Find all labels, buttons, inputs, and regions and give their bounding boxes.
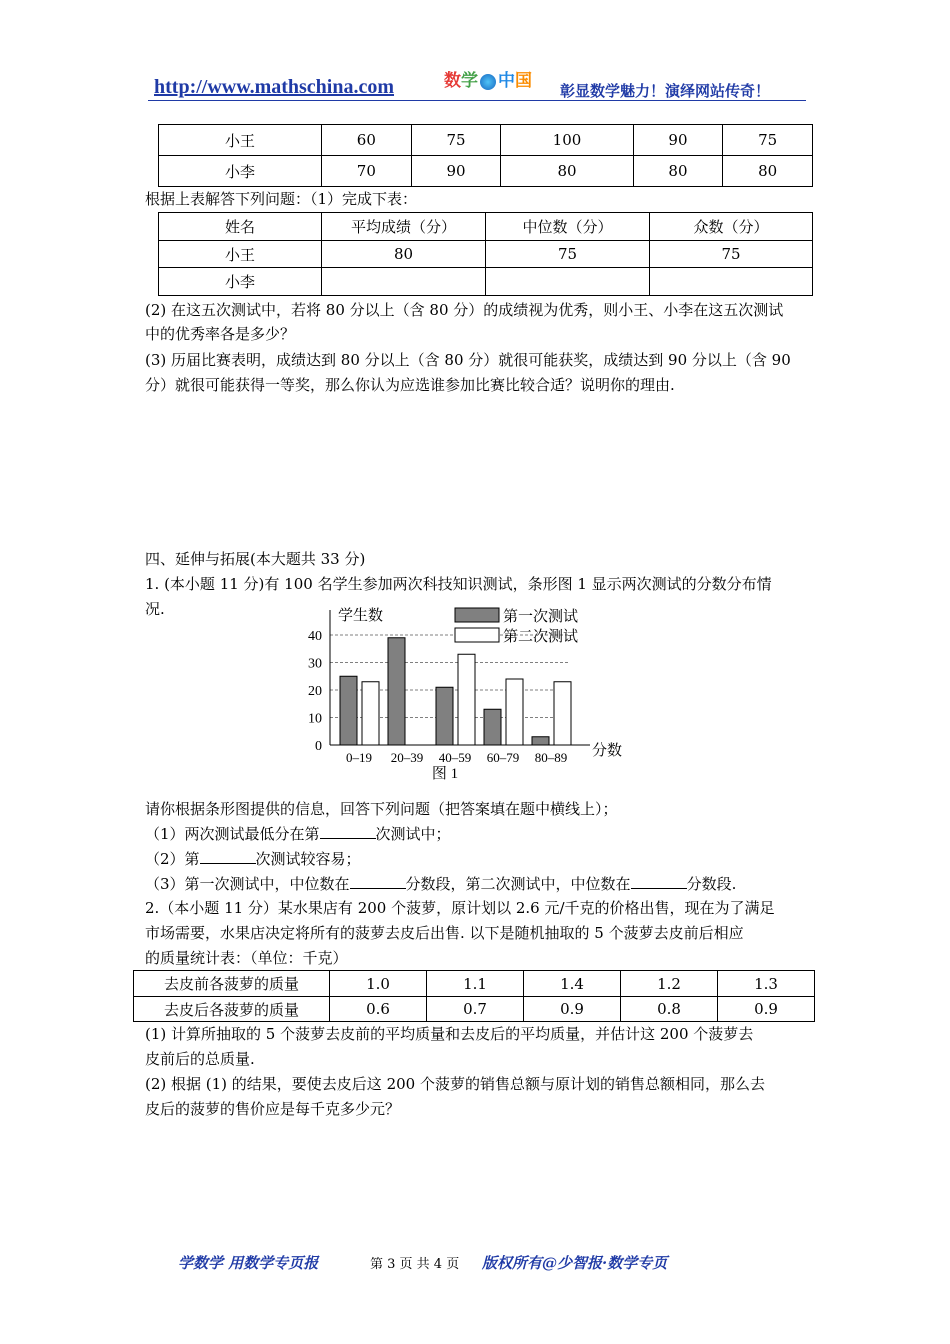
table-row	[134, 997, 815, 1022]
problem-2-q2-line-1: (2) 根据 (1) 的结果，要使去皮后这 200 个菠萝的销售总额与原计划的销售总额相同，那么去	[145, 1075, 765, 1093]
bar-second-test	[362, 682, 379, 745]
sub-question-3-text-c: 分数段.	[686, 875, 737, 893]
bar-second-test	[506, 679, 523, 745]
page-number: 第 3 页 共 4 页	[370, 1257, 460, 1272]
y-axis-label: 学生数	[338, 608, 384, 624]
table-cell: 1.4	[524, 971, 621, 997]
legend-swatch	[455, 608, 499, 622]
site-url[interactable]: http://www.mathschina.com	[154, 76, 395, 98]
table-cell: 去皮后各菠萝的质量	[134, 997, 330, 1022]
table-cell: 75	[650, 241, 813, 268]
problem-1-line-2: 况.	[145, 600, 165, 618]
table-header-row	[159, 213, 813, 241]
sub-question-1	[145, 823, 451, 845]
table-cell: 75	[411, 125, 501, 156]
table-cell: 小王	[159, 241, 322, 268]
sub-question-1-text-b: 次测试中；	[375, 825, 451, 843]
question-2-line-1: (2) 在这五次测试中，若将 80 分以上（含 80 分）的成绩视为优秀，则小王、小李在这五次测试	[145, 301, 784, 319]
question-2-line-2: 中的优秀率各是多少？	[145, 325, 296, 343]
sub-question-3-text-a: （3）第一次测试中，中位数在	[145, 875, 350, 893]
site-slogan: 彰显数学魅力！演绎网站传奇！	[560, 82, 771, 100]
problem-2-line-2: 市场需要，水果店决定将所有的菠萝去皮后出售. 以下是随机抽取的 5 个菠萝去皮前后相应	[145, 924, 744, 942]
score-distribution-chart	[300, 600, 623, 785]
logo-char-3: 中	[498, 71, 515, 91]
footer-left: 学数学 用数学专页报	[178, 1254, 319, 1272]
table-cell: 75	[723, 125, 813, 156]
table-cell: 60	[322, 125, 412, 156]
question-3-line-2: 分）就很可能获得一等奖，那么你认为应选谁参加比赛比较合适？说明你的理由.	[145, 376, 675, 394]
table-row	[159, 125, 813, 156]
scores-table	[158, 124, 813, 187]
legend-label: 第二次测试	[503, 629, 579, 645]
sub-question-2-text-a: （2）第	[145, 850, 200, 868]
x-tick-label: 40–59	[438, 750, 472, 765]
bar-second-test	[458, 654, 475, 745]
table-cell: 80	[723, 156, 813, 187]
y-tick-label: 20	[308, 684, 322, 699]
footer-right: 版权所有@少智报·数学专页	[482, 1254, 668, 1272]
problem-1-question: 请你根据条形图提供的信息，回答下列问题（把答案填在题中横线上）；	[145, 800, 618, 818]
x-tick-label: 20–39	[390, 750, 424, 765]
sub-question-3-text-b: 分数段，第二次测试中，中位数在	[405, 875, 631, 893]
table-cell: 1.0	[330, 971, 427, 997]
table-row	[159, 241, 813, 268]
answer-cell[interactable]	[486, 268, 650, 296]
y-tick-label: 40	[308, 629, 322, 644]
y-tick-label: 0	[315, 739, 322, 754]
table-cell: 1.2	[621, 971, 718, 997]
logo-char-2: 学	[461, 71, 478, 91]
table-cell: 100	[501, 125, 633, 156]
sub-question-2	[145, 848, 361, 870]
answer-blank[interactable]	[200, 849, 256, 864]
logo-char-4: 国	[515, 71, 532, 91]
bar-first-test	[388, 638, 405, 745]
answer-blank[interactable]	[631, 874, 687, 889]
pineapple-table	[133, 970, 815, 1022]
table-row	[134, 971, 815, 997]
table-cell: 0.7	[427, 997, 524, 1022]
x-tick-label: 0–19	[346, 750, 372, 765]
table-header-cell: 姓名	[159, 213, 322, 241]
answer-blank[interactable]	[350, 874, 406, 889]
chart-caption: 图 1	[431, 766, 459, 782]
bar-first-test	[340, 676, 357, 745]
table-cell: 0.9	[718, 997, 815, 1022]
problem-2-line-3: 的质量统计表：（单位：千克）	[145, 949, 348, 967]
table-header-cell: 平均成绩（分）	[322, 213, 486, 241]
legend-swatch	[455, 628, 499, 642]
question-intro: 根据上表解答下列问题：（1）完成下表：	[145, 190, 418, 208]
answer-cell[interactable]	[650, 268, 813, 296]
section-title: 四、延伸与拓展(本大题共 33 分)	[145, 550, 366, 568]
table-header-cell: 众数（分）	[650, 213, 813, 241]
bar-first-test	[436, 687, 453, 745]
table-cell: 80	[501, 156, 633, 187]
x-tick-label: 60–79	[486, 750, 520, 765]
table-cell: 90	[633, 125, 723, 156]
problem-1-line-1: 1. (本小题 11 分)有 100 名学生参加两次科技知识测试，条形图 1 显示两次测试的分数分布情	[145, 575, 772, 593]
answer-cell[interactable]	[322, 268, 486, 296]
summary-table	[158, 212, 813, 296]
globe-icon	[480, 74, 496, 90]
problem-2-q1-line-1: (1) 计算所抽取的 5 个菠萝去皮前的平均质量和去皮后的平均质量，并估计这 200 个菠萝去	[145, 1025, 754, 1043]
question-3-line-1: (3) 历届比赛表明，成绩达到 80 分以上（含 80 分）就很可能获奖，成绩达到 90 分以上（含 90	[145, 351, 791, 369]
problem-2-line-1: 2.（本小题 11 分）某水果店有 200 个菠萝，原计划以 2.6 元/千克的价格出售，现在为了满足	[145, 899, 775, 917]
table-row	[159, 156, 813, 187]
bar-second-test	[554, 682, 571, 745]
table-cell: 0.8	[621, 997, 718, 1022]
logo-char-1: 数	[444, 71, 461, 91]
table-cell: 80	[322, 241, 486, 268]
table-cell: 1.1	[427, 971, 524, 997]
x-tick-label: 80–89	[534, 750, 568, 765]
sub-question-1-text-a: （1）两次测试最低分在第	[145, 825, 320, 843]
table-cell: 小李	[159, 268, 322, 296]
legend-label: 第一次测试	[503, 609, 579, 625]
table-cell: 1.3	[718, 971, 815, 997]
problem-2-q1-line-2: 皮前后的总质量.	[145, 1050, 255, 1068]
site-logo	[444, 66, 544, 90]
table-cell: 小李	[159, 156, 322, 187]
table-cell: 去皮前各菠萝的质量	[134, 971, 330, 997]
table-cell: 0.6	[330, 997, 427, 1022]
table-cell: 80	[633, 156, 723, 187]
bar-first-test	[484, 709, 501, 745]
bar-first-test	[532, 737, 549, 745]
table-cell: 70	[322, 156, 412, 187]
sub-question-2-text-b: 次测试较容易；	[255, 850, 361, 868]
y-tick-label: 30	[308, 656, 322, 672]
x-axis-label: 分数	[592, 743, 623, 759]
table-row	[159, 268, 813, 296]
table-cell: 0.9	[524, 997, 621, 1022]
problem-2-q2-line-2: 皮后的菠萝的售价应是每千克多少元？	[145, 1100, 401, 1118]
table-header-cell: 中位数（分）	[486, 213, 650, 241]
y-tick-label: 10	[308, 711, 322, 727]
header-divider	[148, 100, 806, 101]
answer-blank[interactable]	[320, 824, 376, 839]
table-cell: 75	[486, 241, 650, 268]
table-cell: 小王	[159, 125, 322, 156]
sub-question-3	[145, 873, 736, 895]
table-cell: 90	[411, 156, 501, 187]
